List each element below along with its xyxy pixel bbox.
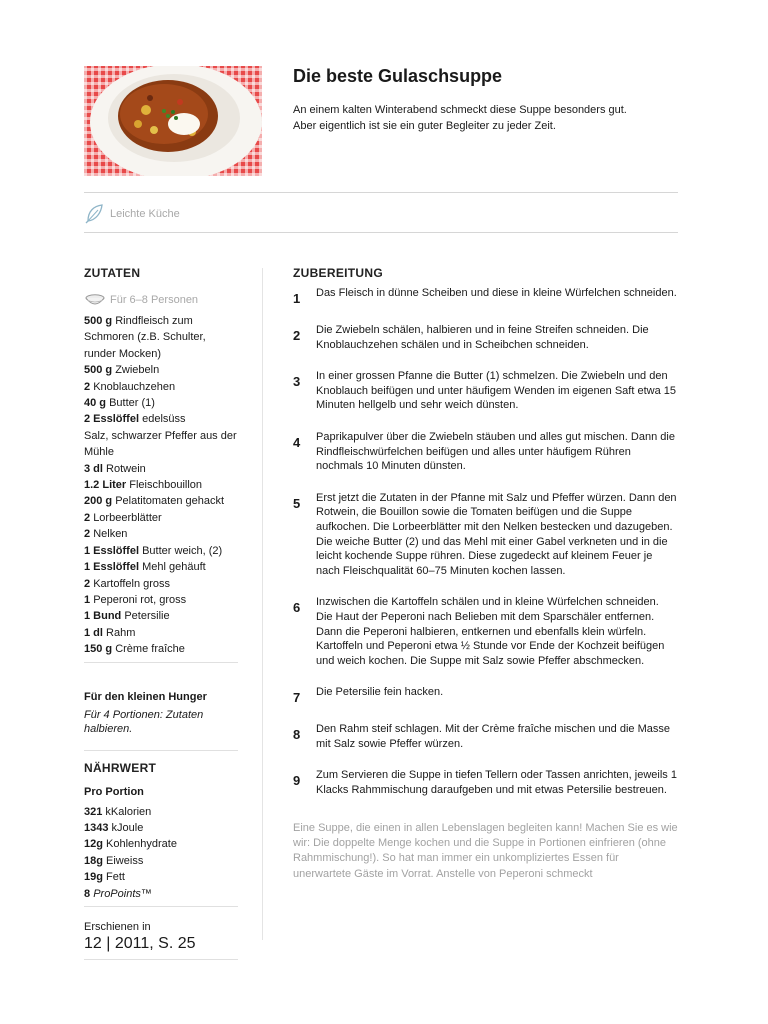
ingredient-row — [84, 608, 238, 624]
ingredient-name: edelsüss — [142, 413, 186, 426]
ingredient-quantity: 2 — [84, 577, 91, 590]
ingredient-name: Salz, schwarzer Pfeffer aus der Mühle — [84, 429, 237, 459]
divider — [84, 232, 678, 233]
ingredient-name: Mehl gehäuft — [142, 561, 206, 574]
step-number: 9 — [293, 773, 301, 789]
ingredient-name: Petersilie — [124, 610, 170, 623]
step-text: Den Rahm steif schlagen. Mit der Crème fraîche mischen und die Masse mit Salz sowie Pfeffer würzen. — [316, 723, 670, 750]
steps-list — [293, 286, 678, 798]
intro-line: Aber eigentlich ist sie ein guter Begleiter zu jeder Zeit. — [293, 120, 556, 132]
recipe-title: Die beste Gulaschsuppe — [293, 66, 503, 86]
step-item — [293, 768, 678, 797]
nutrient-unit: kKalorien — [105, 805, 152, 818]
ingredient-row — [84, 576, 238, 592]
ingredient-name: Rindfleisch zum Schmoren (z.B. Schulter, runder Mocken) — [84, 315, 206, 360]
ingredient-row — [84, 559, 238, 575]
bowl-icon — [84, 293, 106, 307]
step-text: In einer grossen Pfanne die Butter (1) schmelzen. Die Zwiebeln und den Knoblauch beifügen und unter häufigem Wenden im eigenen Saft etwa 15 Minuten hellgelb und sehr weich dünsten. — [316, 370, 676, 412]
ingredient-row — [84, 625, 238, 641]
step-number: 5 — [293, 495, 301, 511]
small-hunger-text: Für 4 Portionen: Zutaten halbieren. — [84, 708, 204, 735]
ingredient-row — [84, 428, 238, 461]
nutrient-unit: Fett — [106, 871, 125, 884]
divider — [84, 192, 678, 193]
goulash-soup-photo — [84, 66, 262, 176]
nutrient-value: 321 — [84, 805, 103, 818]
ingredient-quantity: 1 Bund — [84, 610, 122, 623]
step-text: Zum Servieren die Suppe in tiefen Tellern oder Tassen anrichten, jeweils 1 Klacks Rahmmischung daraufgeben und mit etwas Petersilie bestreuen. — [316, 769, 677, 797]
step-number: 4 — [293, 434, 301, 450]
ingredient-quantity: 500 g — [84, 315, 113, 327]
step-number: 8 — [293, 727, 301, 743]
step-number: 2 — [293, 328, 301, 343]
published-label: Erschienen in — [84, 920, 151, 933]
ingredient-name: Lorbeerblätter — [93, 511, 162, 524]
ingredient-name: Butter weich, (2) — [142, 544, 223, 557]
ingredient-row — [84, 411, 238, 427]
ingredient-quantity: 500 g — [84, 364, 113, 377]
ingredient-quantity: 1 — [84, 593, 91, 606]
ingredient-quantity: 1 Esslöffel — [84, 561, 140, 574]
leaf-icon — [84, 203, 104, 225]
step-item — [293, 685, 678, 705]
step-item — [293, 722, 678, 751]
nutrient-row — [84, 853, 238, 869]
ingredient-quantity: 40 g — [84, 397, 107, 410]
ingredients-column — [84, 266, 238, 960]
ingredient-quantity: 2 Esslöffel — [84, 413, 140, 426]
nutrient-row — [84, 836, 238, 852]
ingredient-quantity: 200 g — [84, 495, 113, 508]
ingredient-quantity: 1 dl — [84, 626, 103, 639]
nutrient-value: 12g — [84, 838, 103, 851]
ingredient-row — [84, 461, 238, 477]
nutrient-unit: Kohlenhydrate — [106, 838, 177, 851]
step-item — [293, 369, 678, 413]
divider — [84, 906, 238, 907]
per-portion-label: Pro Portion — [84, 785, 144, 798]
nutrient-value: 18g — [84, 854, 103, 867]
ingredient-row — [84, 313, 238, 362]
step-item — [293, 595, 678, 668]
nutrient-row — [84, 886, 238, 902]
step-item — [293, 430, 678, 474]
nutrient-value: 19g — [84, 871, 103, 884]
ingredient-quantity: 1.2 Liter — [84, 479, 127, 492]
step-text: Paprikapulver über die Zwiebeln stäuben und alles gut mischen. Dann die Rindfleischwürfelchen beifügen und alles unter häufigem Rühren nochmals 10 Minuten dünsten. — [316, 430, 675, 473]
preparation-title: ZUBEREITUNG — [293, 266, 383, 280]
nutrient-value: 8 — [84, 887, 91, 900]
ingredient-quantity: 1 Esslöffel — [84, 544, 140, 557]
ingredient-quantity: 2 — [84, 528, 91, 541]
ingredient-row — [84, 510, 238, 526]
ingredient-name: Butter (1) — [109, 397, 155, 410]
ingredients-list — [84, 313, 238, 658]
nutrient-row — [84, 804, 238, 820]
divider — [84, 662, 238, 663]
servings-label: Für 6–8 Personen — [110, 294, 199, 306]
nutrient-unit: ProPoints™ — [93, 887, 152, 900]
step-item — [293, 323, 678, 352]
step-item — [293, 491, 678, 579]
intro-line: An einem kalten Winterabend schmeckt diese Suppe besonders gut. — [293, 104, 627, 116]
small-hunger-title: Für den kleinen Hunger — [84, 690, 207, 703]
step-text: Die Zwiebeln schälen, halbieren und in feine Streifen schneiden. Die Knoblauchzehen schälen und in Scheibchen schneiden. — [316, 324, 649, 351]
ingredient-name: Zwiebeln — [115, 364, 160, 377]
step-number: 1 — [293, 291, 301, 306]
nutrient-value: 1343 — [84, 821, 109, 834]
ingredient-row — [84, 493, 238, 509]
step-text: Das Fleisch in dünne Scheiben und diese in kleine Würfelchen schneiden. — [316, 287, 677, 299]
step-text: Die Petersilie fein hacken. — [316, 686, 444, 699]
servings — [84, 293, 238, 307]
closing-note: Eine Suppe, die einen in allen Lebenslagen begleiten kann! Machen Sie es wie wir: Die doppelte Menge kochen und die Suppe in Portionen einfrieren (ohne Rahmmischung!). So hat man immer ein unkompliziertes Essen für unerwartete Gäste im Vorrat. Anstelle von Peperoni schmeckt — [293, 821, 678, 880]
ingredient-quantity: 2 — [84, 511, 91, 524]
ingredient-name: Fleischbouillon — [129, 479, 203, 492]
ingredient-row — [84, 477, 238, 493]
step-number: 7 — [293, 690, 301, 706]
nutrient-unit: kJoule — [111, 821, 144, 834]
ingredient-name: Peperoni rot, gross — [93, 593, 187, 606]
divider — [84, 959, 238, 960]
ingredient-name: Rotwein — [106, 462, 146, 475]
ingredient-quantity: 2 — [84, 380, 91, 393]
ingredient-name: Pelatitomaten gehackt — [115, 495, 225, 508]
nutrition-list — [84, 804, 238, 902]
nutrient-unit: Eiweiss — [106, 854, 144, 867]
ingredient-row — [84, 362, 238, 378]
ingredient-row — [84, 592, 238, 608]
nutrient-row — [84, 869, 238, 885]
ingredient-row — [84, 526, 238, 542]
step-text: Inzwischen die Kartoffeln schälen und in kleine Würfelchen schneiden. Die Haut der Peperoni nach Belieben mit dem Sparschäler entfernen. Dann die Peperoni halbieren, entkernen und ebenfalls klein würfeln. Kartoffeln und Peperoni etwa ½ Stunde vor Ende der Kochzeit beifügen und weich kochen. Die Suppe mit Salz sowie Pfeffer abschmecken. — [316, 596, 665, 667]
step-number: 3 — [293, 374, 301, 390]
step-number: 6 — [293, 600, 301, 616]
ingredient-row — [84, 379, 238, 395]
step-item — [293, 286, 678, 306]
ingredient-row — [84, 543, 238, 559]
step-text: Erst jetzt die Zutaten in der Pfanne mit Salz und Pfeffer würzen. Dann den Rotwein, die Bouillon sowie die Tomaten beifügen und die Suppe aufkochen. Die Lorbeerblätter mit den Nelken bestecken und dazugeben. Die weiche Butter (2) und das Mehl mit einer Gabel verkneten und in die leicht kochende Suppe rühren. Diese zugedeckt auf kleinem Feuer je nach Fleischqualität 60–75 Minuten kochen lassen. — [316, 491, 677, 577]
ingredient-name: Knoblauchzehen — [93, 380, 176, 393]
published-issue: 12 | 2011, S. 25 — [84, 935, 196, 953]
nutrient-row — [84, 820, 238, 836]
ingredient-quantity: 3 dl — [84, 462, 103, 475]
ingredient-quantity: 150 g — [84, 643, 113, 656]
category-tag[interactable] — [84, 202, 180, 226]
column-divider — [262, 268, 263, 940]
ingredient-row — [84, 395, 238, 411]
recipe-intro — [293, 102, 673, 134]
ingredient-row — [84, 641, 238, 657]
preparation-column — [293, 266, 678, 882]
ingredient-name: Crème fraîche — [115, 643, 185, 656]
ingredient-name: Nelken — [93, 528, 128, 541]
ingredient-name: Kartoffeln gross — [93, 577, 171, 590]
nutrition-title: NÄHRWERT — [84, 760, 157, 775]
category-label: Leichte Küche — [110, 208, 180, 220]
ingredient-name: Rahm — [106, 626, 136, 639]
divider — [84, 750, 238, 751]
ingredients-title: ZUTATEN — [84, 266, 141, 280]
